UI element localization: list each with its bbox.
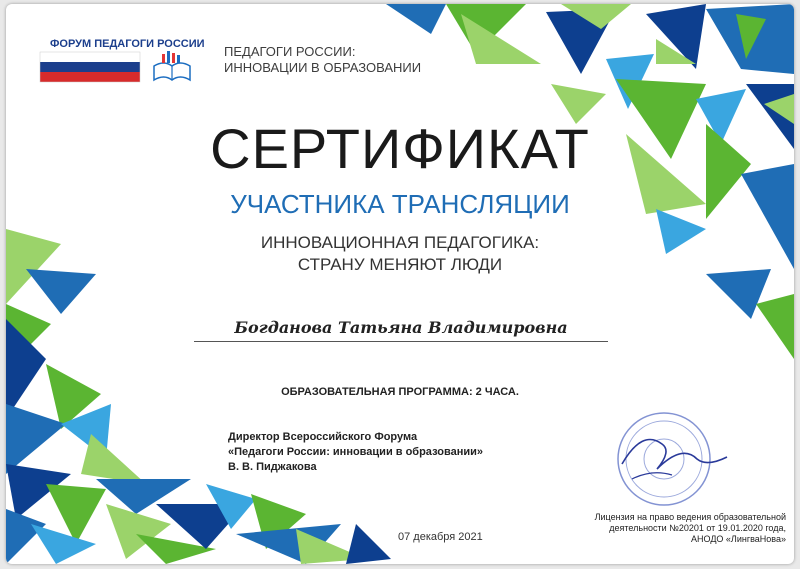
name-underline bbox=[194, 341, 608, 342]
organization-line-1: ПЕДАГОГИ РОССИИ: bbox=[224, 44, 356, 59]
certificate-title: СЕРТИФИКАТ bbox=[210, 117, 590, 180]
license-line-1: Лицензия на право ведения образовательной bbox=[594, 512, 786, 522]
program-hours: ОБРАЗОВАТЕЛЬНАЯ ПРОГРАММА: 2 ЧАСА. bbox=[281, 386, 519, 398]
event-name bbox=[6, 232, 794, 276]
organization-line-2: ИННОВАЦИИ В ОБРАЗОВАНИИ bbox=[224, 60, 422, 75]
director-forum: «Педагоги России: инновации в образовании» bbox=[228, 446, 483, 458]
director-block bbox=[228, 430, 483, 475]
license-info bbox=[586, 512, 786, 545]
event-line-1: ИННОВАЦИОННАЯ ПЕДАГОГИКА: bbox=[260, 233, 540, 252]
certificate-page bbox=[6, 4, 794, 564]
forum-logo bbox=[36, 36, 206, 88]
director-title: Директор Всероссийского Форума bbox=[228, 431, 418, 443]
certificate-subtitle: УЧАСТНИКА ТРАНСЛЯЦИИ bbox=[230, 189, 570, 219]
event-line-2: СТРАНУ МЕНЯЮТ ЛЮДИ bbox=[297, 255, 503, 274]
license-line-3: АНОДО «ЛингваНова» bbox=[691, 534, 786, 544]
official-stamp bbox=[602, 409, 732, 509]
organization-name bbox=[224, 44, 421, 76]
director-name: В. В. Пиджакова bbox=[228, 461, 317, 473]
issue-date: 07 декабря 2021 bbox=[398, 531, 483, 543]
license-line-2: деятельности №20201 от 19.01.2020 года, bbox=[609, 523, 786, 533]
recipient-name: Богданова Татьяна Владимировна bbox=[234, 318, 568, 337]
logo-text: ФОРУМ ПЕДАГОГИ РОССИИ bbox=[50, 38, 205, 50]
